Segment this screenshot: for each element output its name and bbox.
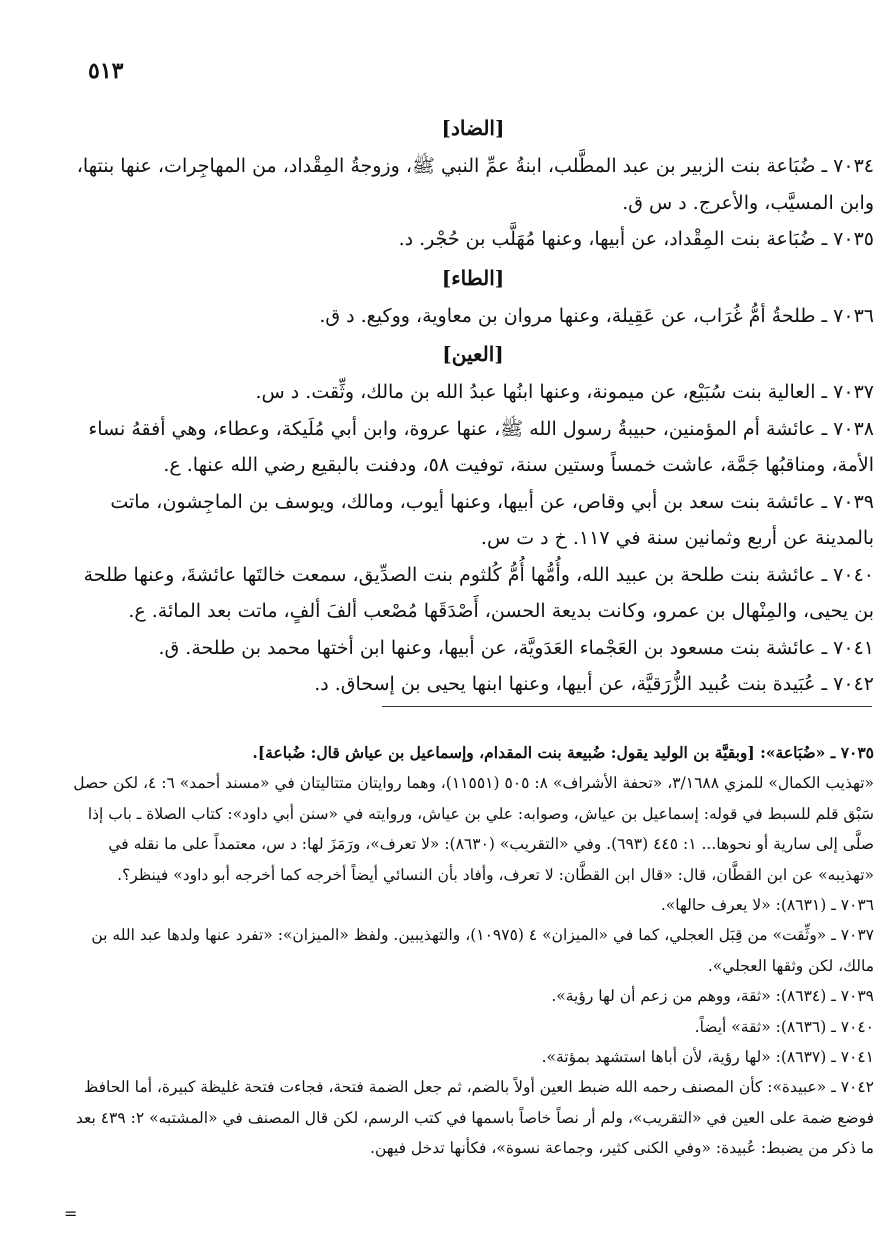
footnotes [72, 738, 874, 1164]
entry: ٧٠٣٦ ـ طلحةُ أمُّ غُرَاب، عن عَقِيلة، وعنها مروان بن معاوية، ووكيع. د ق. [319, 304, 874, 327]
entry: ٧٠٣٤ ـ ضُبَاعة بنت الزبير بن عبد المطَّلب، ابنةُ عمِّ النبي ﷺ، وزوجةُ المِقْداد، من المهاجِرات، عنها بنتها، وابن المسيَّب، والأعرج. د س ق. [76, 155, 874, 214]
footnote: ٧٠٤١ ـ (٨٦٣٧): «لها رؤية، لأن أباها استشهد بمؤتة». [541, 1048, 874, 1067]
footnote: ٧٠٣٥ ـ «ضُبَاعة»: [وبقيَّة بن الوليد يقول: ضُبيعة بنت المقدام، وإسماعيل بن عياش قال: ضُباعة]. [252, 743, 874, 762]
footnote: «تهذيب الكمال» للمزي ٣/١٦٨٨، «تحفة الأشراف» ٨: ٥٠٥ (١١٥٥١)، وهما روايتان متتاليتان في «مسند أحمد» ٦: ٤، لكن حصل سَبْق قلم للسبط في قوله: إسماعيل بن عياش، وصوابه: علي بن عياش، وروايته في «سنن أبي داود»: كتاب الصلاة ـ باب إذا صلَّى إلى سارية أو نحوها... ١: ٤٤٥ (٦٩٣). وفي «التقريب» (٨٦٣٠): «لا تعرف»، ورَمَزَ لها: د س، معتمداً على ما نقله في «تهذيبه» عن ابن القطَّان، قال: «قال ابن القطَّان: لا تعرف، وأفاد بأن النسائي أيضاً أخرجه كما أخرجه أبو داود» فينظر؟. [73, 774, 874, 884]
footnote: ٧٠٤٠ ـ (٨٦٣٦): «ثقة» أيضاً. [694, 1017, 874, 1036]
entry: ٧٠٤٠ ـ عائشة بنت طلحة بن عبيد الله، وأُمُّها أُمُّ كُلثوم بنت الصدِّيق، سمعت خالتَها عائشةَ، وعنها طلحة بن يحيى، والمِنْهال بن عمرو، وكانت بديعة الحسن، أَصْدَقَها مُصْعب ألفَ ألفٍ، ماتت بعد المائة. ع. [83, 563, 874, 622]
section-heading: [الطاء] [441, 265, 505, 290]
entry: ٧٠٣٧ ـ العالية بنت سُبَيْع، عن ميمونة، وعنها ابنُها عبدُ الله بن مالك، وثِّقت. د س. [255, 381, 874, 403]
section-heading: [العين] [442, 342, 504, 366]
bottom-mark: = [64, 1204, 78, 1223]
entry: ٧٠٣٩ ـ عائشة بنت سعد بن أبي وقاص، عن أبيها، وعنها أيوب، ومالك، ويوسف بن الماجِشون، ماتت بالمدينة عن أربع وثمانين سنة في ١١٧. خ د ت س. [110, 490, 874, 549]
footnote-divider [382, 706, 872, 707]
footnote: ٧٠٣٧ ـ «وثِّقت» من قِبَل العجلي، كما في «الميزان» ٤ (١٠٩٧٥)، والتهذيبين. ولفظ «الميزان»: «تفرد عنها ولدها عبد الله بن مالك، لكن وثقها العجلي». [91, 926, 874, 975]
footnote: ٧٠٣٩ ـ (٨٦٣٤): «ثقة، ووهم من زعم أن لها رؤية». [551, 987, 874, 1006]
entry: ٧٠٣٨ ـ عائشة أم المؤمنين، حبيبةُ رسول الله ﷺ، عنها عروة، وابن أبي مُلَيكة، وعطاء، وهي أفقهُ نساء الأمة، ومناقبُها جَمَّة، عاشت خمساً وستين سنة، توفيت ٥٨، ودفنت بالبقيع رضي الله عنها. ع. [88, 417, 874, 476]
entry: ٧٠٤١ ـ عائشة بنت مسعود بن العَجْماء العَدَويَّة، عن أبيها، وعنها ابن أختها محمد بن طلحة. ق. [158, 636, 874, 659]
entry: ٧٠٤٢ ـ عُبَيدة بنت عُبيد الزُّرَقيَّة، عن أبيها، وعنها ابنها يحيى بن إسحاق. د. [314, 673, 874, 695]
footnote: ٧٠٤٢ ـ «عبيدة»: كأن المصنف رحمه الله ضبط العين أولاً بالضم، ثم جعل الضمة فتحة، فجاءت فتحة غليظة كبيرة، أما الحافظ فوضع ضمة على العين في «التقريب»، ولم أر نصاً خاصاً باسمها في كتب الرسم، لكن قال المصنف في «المشتبه» ٢: ٤٣٩ بعد ما ذكر من يضبط: عُبيدة: «وفي الكنى كثير، وجماعة نسوة»، فكأنها تدخل فيهن. [75, 1078, 874, 1158]
entry: ٧٠٣٥ ـ ضُبَاعة بنت المِقْداد، عن أبيها، وعنها مُهَلَّب بن حُجْر. د. [398, 228, 874, 250]
footnote: ٧٠٣٦ ـ (٨٦٣١): «لا يعرف حالها». [660, 896, 874, 915]
main-text [72, 108, 874, 703]
section-heading: [الضاد] [441, 116, 505, 140]
page-number: ٥١٣ [88, 58, 124, 84]
